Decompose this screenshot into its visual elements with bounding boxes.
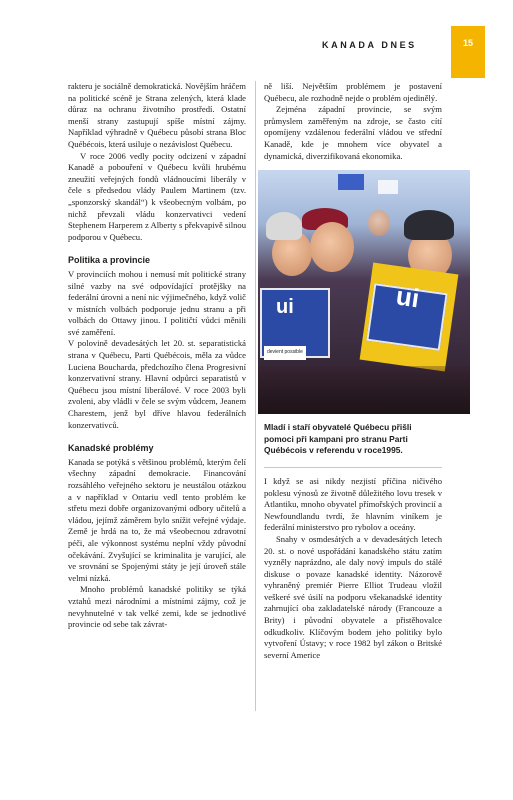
- sign-caption: devient possible: [264, 346, 306, 360]
- paragraph: Kanada se potýká s většinou problémů, kterým čelí všechny západní demokracie. Financování rozsáhlého veřejného sektoru je neustálou otázkou a v například v Ontariu vedl tento problém ke střetu mezi dobře organizovanými odbory učitelů a vládou, jejímž záměrem bylo snížit veřejné výdaje. Země je hrdá na to, že má všeobecnou zdravotní péči, ale výkonnost systému neplní vždy původní očekávání. Zvyšující se kriminalita je varující, ale ve srovnání se Spojenými státy je její úroveň stále velmi nízká.: [68, 456, 246, 583]
- paragraph: rakteru je sociálně demokratická. Novějším hráčem na politické scéně je Strana zelených, která klade důraz na ochranu životního prostředí. Ostatní menší strany zastupují spíše místní zájmy. Například výhradně v Québecu působí strana Bloc Québécois, která usiluje o nezávislost Québecu.: [68, 81, 246, 149]
- left-column: [68, 81, 246, 631]
- flag-shape: [378, 180, 398, 194]
- paragraph: V provinciích mohou i nemusí mít politické strany silné vazby na své odpovídající protějšky na federální úrovni a není nic výjimečného, když volič v místních volbách podporuje jednu stranu a při volbách do Ottawy jinou. I političtí vůdci měnili své zaměření.: [68, 268, 246, 337]
- section-heading: Kanadské problémy: [68, 443, 154, 454]
- flag-shape: [338, 174, 364, 190]
- crowd-shadow: [258, 366, 470, 414]
- paragraph: Mnoho problémů kanadské politiky se týká vztahů mezi národními a místními zájmy, což je nevyhnutelné v tak velké zemi, kde se jednotlivé provincie od sebe tak závrat-: [68, 584, 246, 630]
- paragraph: Zejména západní provincie, se svým průmyslem zaměřeným na zdroje, se často cítí opomíjeny vzdálenou federální vládou ve střední Kanadě, kde je mnohem více obyvatel a dynamická, diverzifikovaná ekonomika.: [264, 104, 442, 161]
- face-shape: [368, 210, 390, 236]
- paragraph: V roce 2006 vedly pocity odcizení v západní Kanadě a pobouření v Québecu kvůli hrubému zneužití veřejných fondů vládnoucími liberály v čele s předsedou vlády Paulem Martinem (tzv. „sponzorský skandál“) k všeobecným volbám, po nichž převzali vládu konzervativci vedení Stephenem Harperem z Alberty s překvapivě silnou podporou v Québecu.: [68, 150, 246, 242]
- page-number-tab: [451, 26, 485, 78]
- face-shape: [310, 222, 354, 272]
- hat-shape: [404, 210, 454, 240]
- paragraph: Snahy v osmdesátých a v devadesátých letech 20. st. o nové uspořádání kanadského státu zatím vyzněly naprázdno, ale daly nový impuls do stálé diskuse o povaze kanadské identity. Názorově vyhraněný premiér Pierre Elliot Trudeau vložil veškeré své úsilí na podporu všekanadské identity zahrnující oba zakladatelské národy (Francouze a Brity) i původní obyvatele a přistěhovalce odkudkoliv. Klíčovým bodem jeho politiky bylo vytvoření Ústavy; v roce 1982 byl zákon o Britské severní Americe: [264, 533, 442, 660]
- page-number: 15: [462, 38, 473, 48]
- hat-shape: [266, 212, 302, 240]
- running-header: KANADA DNES: [322, 40, 417, 50]
- paragraph: I když se asi nikdy nezjistí příčina ničivého poklesu výnosů ze životně důležitého lovu tresek v Atlantiku, mnoho obyvatel přímořských provincií a Newfoundlandu tvrdí, že hlavním viníkem je federální ministerstvo pro rybolov a oceány.: [264, 475, 442, 533]
- paragraph: V polovině devadesátých let 20. st. separatistická strana v Québecu, Parti Québécois, měla za vůdce Luciena Boucharda, předchozího člena Progresivní konzervativní strany. Hlavní odpůrci separatistů v Québecu jsou místní liberálové. V roce 2003 byli zvoleni, aby vládli v čele se svým vůdcem, Jeanem Charestem, jenž byl dříve hlavou federálních konzervativců.: [68, 338, 246, 430]
- caption-divider: [264, 467, 442, 468]
- column-divider: [255, 81, 256, 711]
- paragraph: ně liší. Největším problémem je postavení Québecu, ale rozhodně nejde o problém ojedinělý.: [264, 81, 442, 103]
- sign-text: ui: [276, 296, 294, 319]
- photo-caption: Mladí i staří obyvatelé Québecu přišli pomoci při kampani pro stranu Parti Québécois v referendu v roce1995.: [264, 422, 412, 456]
- sign-text: ui: [394, 280, 422, 314]
- section-heading: Politika a provincie: [68, 255, 151, 266]
- campaign-photo: [258, 170, 470, 414]
- right-column: [264, 81, 442, 661]
